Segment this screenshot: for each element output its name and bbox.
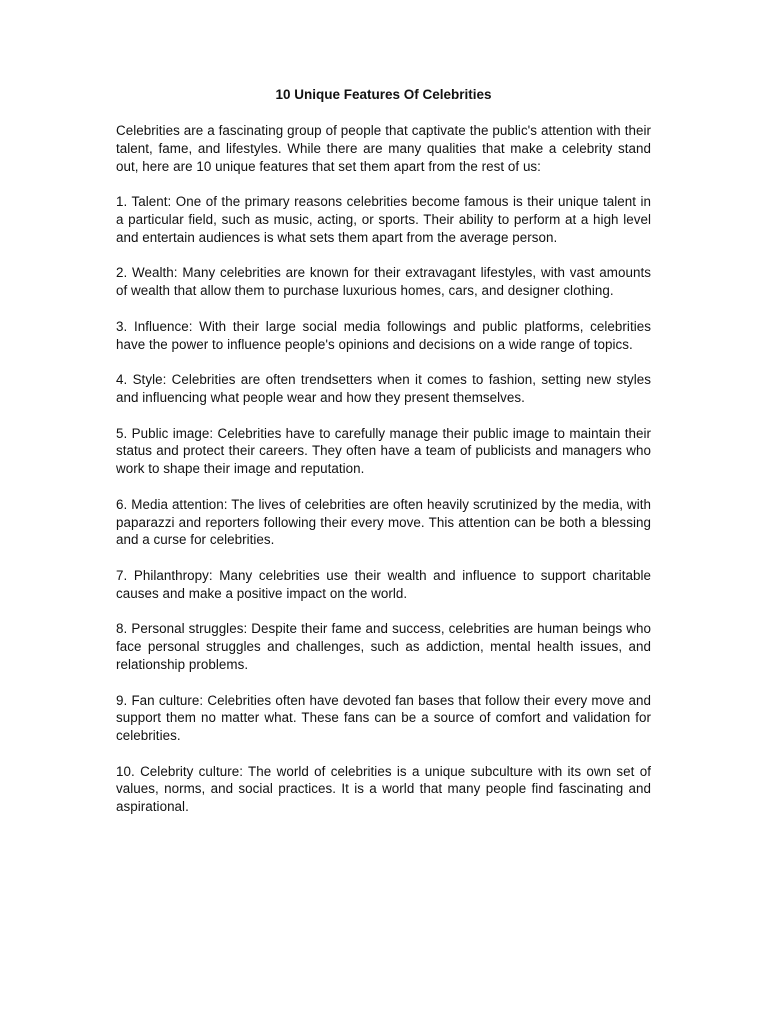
list-item: 7. Philanthropy: Many celebrities use their wealth and influence to support charitable causes and make a positive impact on the world. <box>116 567 651 601</box>
list-item: 1. Talent: One of the primary reasons celebrities become famous is their unique talent in a particular field, such as music, acting, or sports. Their ability to perform at a high level and entertain audiences is what sets them apart from the average person. <box>116 194 651 245</box>
intro-paragraph: Celebrities are a fascinating group of people that captivate the public's attention with their talent, fame, and lifestyles. While there are many qualities that make a celebrity stand out, here are 10 unique features that set them apart from the rest of us: <box>116 123 651 174</box>
list-item: 9. Fan culture: Celebrities often have devoted fan bases that follow their every move and support them no matter what. These fans can be a source of comfort and validation for celebrities. <box>116 692 651 744</box>
list-item: 10. Celebrity culture: The world of celebrities is a unique subculture with its own set of values, norms, and social practices. It is a world that many people find fascinating and aspirational. <box>116 763 651 815</box>
list-item: 2. Wealth: Many celebrities are known for their extravagant lifestyles, with vast amounts of wealth that allow them to purchase luxurious homes, cars, and designer clothing. <box>116 265 651 299</box>
document-page <box>116 86 651 834</box>
list-item: 3. Influence: With their large social media followings and public platforms, celebrities have the power to influence people's opinions and decisions on a wide range of topics. <box>116 318 651 352</box>
list-item: 4. Style: Celebrities are often trendsetters when it comes to fashion, setting new styles and influencing what people wear and how they present themselves. <box>116 372 651 405</box>
list-item: 6. Media attention: The lives of celebrities are often heavily scrutinized by the media, with paparazzi and reporters following their every move. This attention can be both a blessing and a curse for celebrities. <box>116 496 651 548</box>
document-title: 10 Unique Features Of Celebrities <box>275 87 492 102</box>
list-item: 5. Public image: Celebrities have to carefully manage their public image to maintain their status and protect their careers. They often have a team of publicists and managers who work to shape their image and reputation. <box>116 425 651 477</box>
list-item: 8. Personal struggles: Despite their fame and success, celebrities are human beings who face personal struggles and challenges, such as addiction, mental health issues, and relationship problems. <box>116 621 651 672</box>
